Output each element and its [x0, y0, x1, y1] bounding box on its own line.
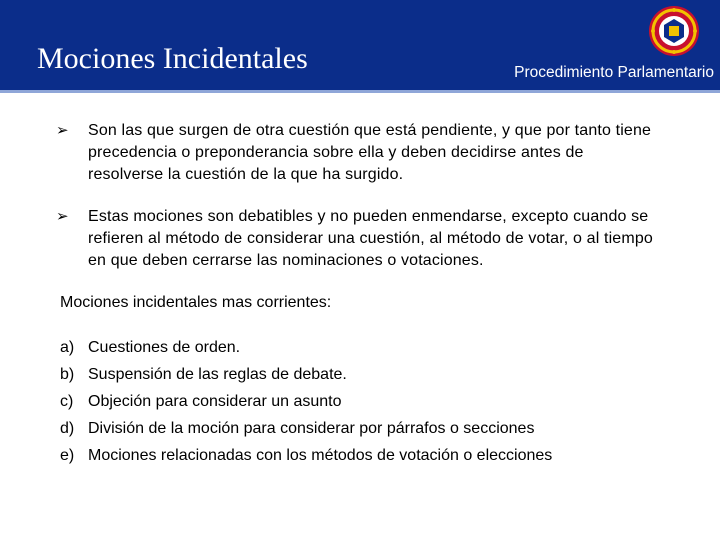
list-text: Mociones relacionadas con los métodos de votación o elecciones [88, 447, 553, 464]
list-item [60, 334, 660, 361]
list-marker: a) [60, 339, 75, 356]
list-marker: c) [60, 393, 74, 410]
list-text: Suspensión de las reglas de debate. [88, 366, 347, 383]
list-item [60, 442, 660, 469]
slide-title: Mociones Incidentales [37, 42, 308, 75]
list-item [60, 388, 660, 415]
header-bar [0, 0, 720, 90]
bullet-item [56, 206, 660, 272]
list-text: Objeción para considerar un asunto [88, 393, 342, 410]
bullet-text: Son las que surgen de otra cuestión que está pendiente, y que por tanto tiene precedencia o preponderancia sobre ella y deben decidirse antes de resolverse la cuestión de la que ha surgido. [88, 122, 652, 183]
arrow-bullet-icon: ➢ [56, 122, 69, 139]
slide-subtitle: Procedimiento Parlamentario [514, 64, 714, 81]
bullet-text: Estas mociones son debatibles y no pueden enmendarse, excepto cuando se refieren al método de considerar una cuestión, al método de votar, o al tiempo en que deben cerrarse las nominaciones o votaciones. [88, 208, 653, 269]
list-item [60, 361, 660, 388]
slide-body [56, 120, 660, 469]
list-marker: b) [60, 366, 75, 383]
list-heading: Mociones incidentales mas corrientes: [60, 294, 332, 311]
bullet-item [56, 120, 660, 186]
list-text: Cuestiones de orden. [88, 339, 241, 356]
arrow-bullet-icon: ➢ [56, 208, 69, 225]
header-divider [0, 90, 720, 93]
list-marker: e) [60, 447, 75, 464]
list-item [60, 415, 660, 442]
emblem-seal-icon [648, 5, 700, 57]
list-marker: d) [60, 420, 75, 437]
list-text: División de la moción para considerar por párrafos o secciones [88, 420, 535, 437]
